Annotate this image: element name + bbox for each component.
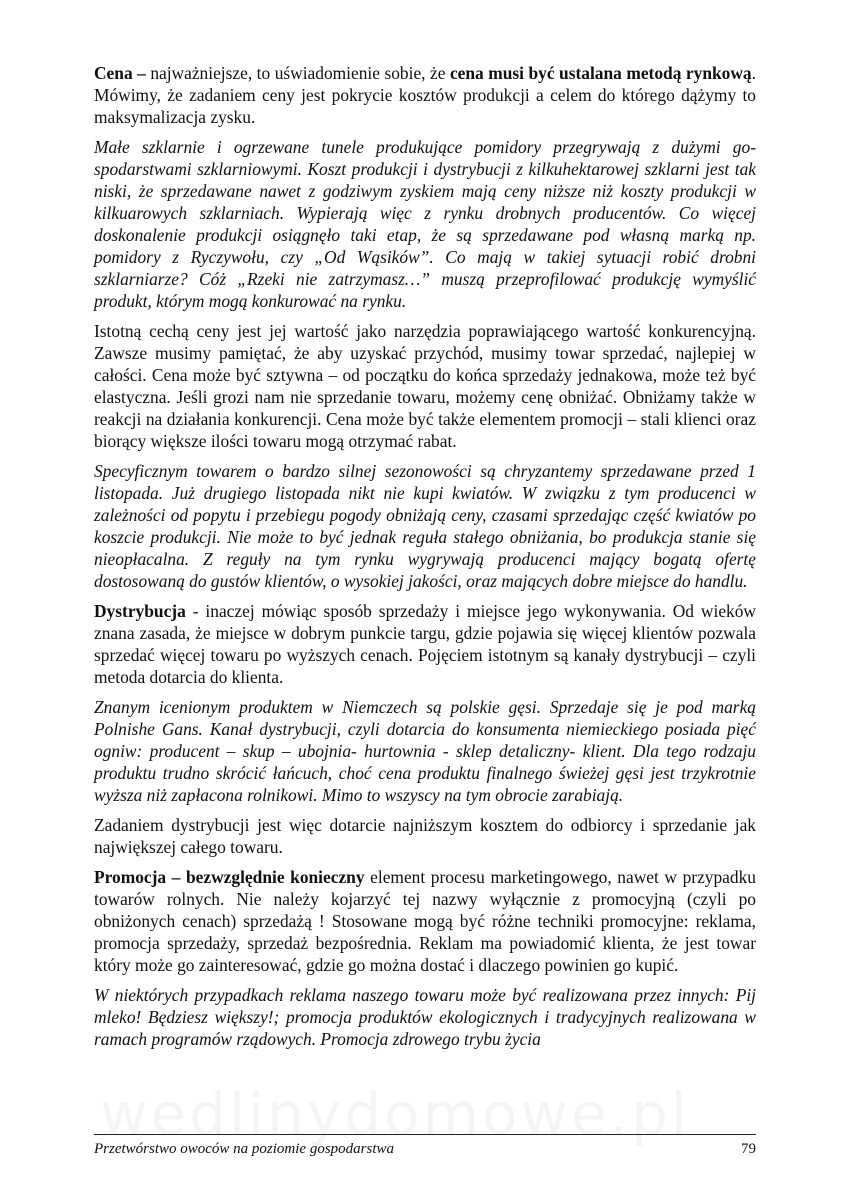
run-text: Istotną cechą ceny jest jej wartość jako narzędzia poprawiającego wartość konkurencyjną. Zawsze musimy pamiętać, że aby uzyskać przychód, musimy towar sprzedać, najlepiej w całości. Cena może być sztywna – od początku do końca sprzedaży jednakowa, może też być elastyczna. Jeśli grozi nam nie sprzedanie towaru, możemy cenę obniżać. Obniżamy także w reakcji na działania konkurencji. Cena może być także elementem promocji – stali klienci oraz biorący większe ilości towaru mogą otrzymać rabat. [94, 321, 756, 451]
example-advertising [94, 984, 756, 1050]
run-text: najważniejsze, to uświadomienie sobie, że [145, 63, 450, 83]
run-text: Zadaniem dystrybucji jest więc dotarcie najniższym kosztem do odbiorcy i sprzedanie jak największej całego towaru. [94, 815, 756, 857]
paragraph-distribution-goal [94, 814, 756, 858]
page-number: 79 [741, 1141, 756, 1157]
run-text: Specyficznym towarem o bardzo silnej sezonowości są chryzantemy sprzedawane przed 1 listopada. Już drugiego listopada nikt nie kupi kwiatów. W związku z tym producenci w zależności od popytu i przebiegu pogody obniżają ceny, czasami sprzedając część kwiatów po koszcie produkcji. Nie może to być jednak reguła stałego obniżania, bo produkcja stanie się nieopłacalna. Z reguły na tym rynku wygrywają producenci mający bogatą ofertę dostosowaną do gustów klientów, o wysokiej jakości, oraz mających dobre miejsce do handlu. [94, 461, 756, 591]
footer-book-title: Przetwórstwo owoców na poziomie gospodarstwa [94, 1141, 395, 1157]
run-text: W niektórych przypadkach reklama naszego towaru może być realizowana przez innych: Pij mleko! Będziesz większy!; promocja produktów ekologicznych i tradycyjnych realizowana w ramach programów rządowych. Promocja zdrowego trybu życia [94, 985, 756, 1049]
run-text: element procesu marketingowego, nawet w przypadku towarów rolnych. Nie należy kojarzyć tej nazwy wyłącznie z promocyjną (czyli po obniżonych cenach) sprzedażą ! Stosowane mogą być różne techniki promocyjne: reklama, promocja sprzedaży, sprzedaż bezpośrednia. Reklam ma powiadomić klienta, że jest towar który może go zainteresować, gdzie go można dostać i dlaczego powinien go kupić. [94, 867, 756, 975]
term-promocja: Promocja – bezwzględnie konieczny [94, 867, 365, 887]
paragraph-price-intro [94, 62, 756, 128]
emphasis-market-price: cena musi być ustalana metodą rynkową [449, 63, 752, 83]
example-chrysanthemums [94, 460, 756, 592]
example-greenhouses [94, 136, 756, 312]
example-polish-geese [94, 696, 756, 806]
paragraph-price-feature [94, 320, 756, 452]
page-body [94, 62, 756, 1058]
run-text: Znanym icenionym produktem w Niemczech są polskie gęsi. Sprzedaje się je pod marką Polnishe Gans. Kanał dystrybucji, czyli dotarcia do konsumenta niemieckiego posiada pięć ogniw: producent – skup – ubojnia- hurtownia - sklep detaliczny- klient. Dla tego rodzaju produktu trudno skrócić łańcuch, choć cena produktu finalnego świeżej gęsi jest trzykrotnie wyższa niż zapłacona rolnikowi. Mimo to wszyscy na tym obrocie zarabiają. [94, 697, 756, 805]
footer-divider [94, 1134, 756, 1135]
term-cena: Cena – [94, 63, 146, 83]
watermark [100, 1080, 750, 1148]
paragraph-promotion [94, 866, 756, 976]
run-text: - inaczej mówiąc sposób sprzedaży i miejsce jego wykonywania. Od wieków znana zasada, że miejsce w dobrym punkcie targu, gdzie pojawia się więcej klientów pozwala sprzedać więcej towaru po wyższych cenach. Pojęciem istotnym są kanały dystrybucji – czyli metoda dotarcia do klienta. [94, 601, 756, 687]
run-text: . Mówimy, że zadaniem ceny jest pokrycie kosztów produkcji a celem do którego dążymy to maksymalizacja zysku. [94, 63, 756, 127]
term-dystrybucja: Dystrybucja [94, 601, 186, 621]
run-text: Małe szklarnie i ogrzewane tunele produkujące pomidory przegrywają z dużymi gospodarstwami szklarniowymi. Koszt produkcji i dystrybucji z kilkuhektarowej szklarni jest tak niski, że sprzedawane nawet z godziwym zyskiem mają ceny niższe niż koszty produkcji w kilkuarowych szklarniach. Wypierają więc z rynku drobnych producentów. Co więcej doskonalenie produkcji osiągnęło taki etap, że są sprzedawane pod własną marką np. pomidory z Ryczywołu, czy „Od Wąsików”. Co mają w takiej sytuacji robić drobni szklarniarze? Cóż „Rzeki nie zatrzymasz…” muszą przeprofilować produkcję wymyślić produkt, którym mogą konkurować na rynku. [94, 137, 756, 311]
paragraph-distribution [94, 600, 756, 688]
